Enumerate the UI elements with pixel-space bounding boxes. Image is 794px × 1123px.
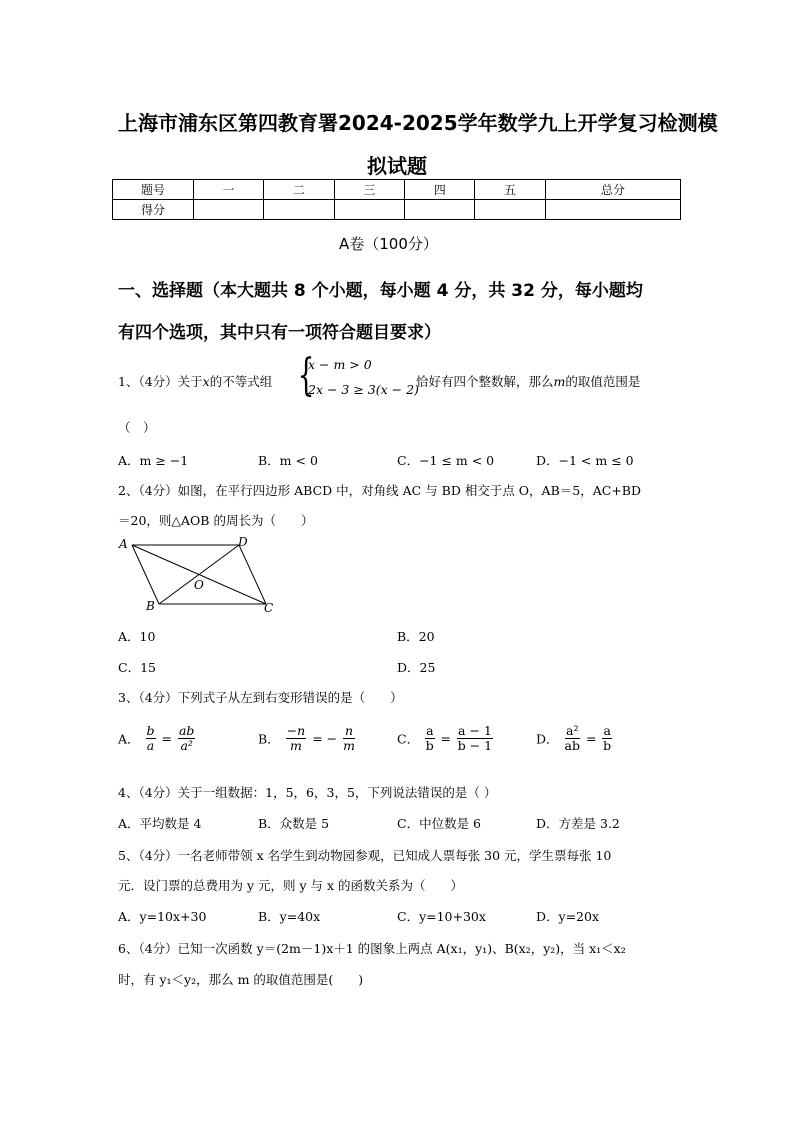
question-4-stem: 4、（4分）关于一组数据：1，5，6，3，5，下列说法错误的是（ ） xyxy=(118,785,497,800)
section-heading-line2: 有四个选项，其中只有一项符合题目要求） xyxy=(118,323,441,343)
q4-option-a[interactable]: A．平均数是 4 xyxy=(118,816,202,831)
q1-suffix1: 恰好有四个整数解，那么 xyxy=(416,374,554,389)
q3d-label: D． xyxy=(536,731,559,747)
q1-option-d[interactable]: D．−1 < m ≤ 0 xyxy=(536,453,634,468)
score-cell[interactable] xyxy=(194,200,264,220)
score-header-cell: 题号 xyxy=(113,180,194,200)
q5-option-c[interactable]: C．y=10+30x xyxy=(397,909,486,924)
parallelogram-figure xyxy=(116,534,286,616)
question-2-line1: 2、（4分）如图，在平行四边形 ABCD 中，对角线 AC 与 BD 相交于点 O，AB＝5，AC+BD xyxy=(118,483,641,498)
q3c-equals: = xyxy=(440,731,451,746)
score-header-cell: 总分 xyxy=(545,180,680,200)
question-1-stem xyxy=(118,372,272,390)
q1-option-c[interactable]: C．−1 ≤ m < 0 xyxy=(397,453,495,468)
frac-den: b xyxy=(603,738,612,753)
q5-option-a[interactable]: A．y=10x+30 xyxy=(118,909,207,924)
q3a-equals: = xyxy=(161,731,172,746)
question-3-stem: 3、（4分）下列式子从左到右变形错误的是（ ） xyxy=(118,690,403,705)
q1-option-a[interactable]: A．m ≥ −1 xyxy=(118,453,189,468)
q1-var-m: m xyxy=(553,374,566,389)
frac-num: −n xyxy=(286,723,306,738)
frac-num: a xyxy=(426,723,434,738)
q3-option-a[interactable] xyxy=(118,724,197,753)
q1-prefix: 1、（4分）关于 xyxy=(118,374,203,389)
q4-option-c[interactable]: C．中位数是 6 xyxy=(397,816,481,831)
score-header-cell: 三 xyxy=(334,180,404,200)
score-cell[interactable] xyxy=(264,200,334,220)
q1-inequality-1: x − m > 0 xyxy=(308,357,372,372)
q3-option-d[interactable] xyxy=(536,724,614,753)
q3c-label: C． xyxy=(397,731,420,747)
question-6-line1: 6、（4分）已知一次函数 y＝(2m－1)x＋1 的图象上两点 A(x₁，y₁)、B(x₂，y₂)，当 x₁＜x₂ xyxy=(118,941,626,956)
edge-ba xyxy=(132,545,159,604)
q3-option-b[interactable] xyxy=(258,724,357,753)
q1-system-brace: { xyxy=(297,350,315,401)
page-title-line1: 上海市浦东区第四教育署2024-2025学年数学九上开学复习检测模 xyxy=(118,111,718,135)
q3c-right-fraction xyxy=(457,724,493,753)
q3a-left-fraction xyxy=(146,724,156,753)
q3b-right-fraction xyxy=(343,724,355,753)
frac-den: b − 1 xyxy=(457,738,493,753)
score-table xyxy=(112,179,681,220)
label-d: D xyxy=(238,535,248,549)
label-c: C xyxy=(264,601,274,615)
q3b-left-fraction xyxy=(286,724,307,753)
label-o: O xyxy=(194,578,204,592)
q1-mid: 的不等式组 xyxy=(209,374,273,389)
edge-dc xyxy=(239,545,266,604)
page-title-line2: 拟试题 xyxy=(367,154,427,178)
score-cell[interactable] xyxy=(405,200,475,220)
q3c-left-fraction xyxy=(425,724,434,753)
q3b-label: B． xyxy=(258,731,280,747)
score-header-cell: 四 xyxy=(405,180,475,200)
q3-option-c[interactable] xyxy=(397,724,495,753)
q3a-label: A． xyxy=(118,731,140,747)
score-cell[interactable] xyxy=(334,200,404,220)
frac-den: b xyxy=(425,738,434,753)
frac-num: a − 1 xyxy=(457,723,492,738)
score-cell[interactable] xyxy=(545,200,680,220)
q2-option-c[interactable]: C．15 xyxy=(118,660,156,675)
q1-suffix2: 的取值范围是 xyxy=(565,374,641,389)
q2-option-d[interactable]: D．25 xyxy=(397,660,436,675)
q4-option-d[interactable]: D．方差是 3.2 xyxy=(536,816,620,831)
q5-option-d[interactable]: D．y=20x xyxy=(536,909,600,924)
frac-den: m xyxy=(290,738,302,753)
frac-den: a² xyxy=(180,738,193,753)
volume-heading: A卷（100分） xyxy=(339,235,438,253)
q3a-right-fraction xyxy=(178,724,195,753)
frac-den: m xyxy=(343,738,355,753)
score-row-label: 得分 xyxy=(113,200,194,220)
score-header-cell: 五 xyxy=(475,180,545,200)
score-header-cell: 二 xyxy=(264,180,334,200)
frac-num: ab xyxy=(178,723,195,738)
frac-den: ab xyxy=(564,738,580,753)
frac-num: a² xyxy=(566,723,579,738)
q1-var-x: x xyxy=(202,374,210,389)
q2-option-b[interactable]: B．20 xyxy=(397,629,435,644)
q3b-equals-minus: = − xyxy=(312,731,338,746)
question-6-line2: 时，有 y₁＜y₂，那么 m 的取值范围是( ) xyxy=(118,972,364,987)
label-b: B xyxy=(146,599,155,613)
q3d-right-fraction xyxy=(602,724,611,753)
q3d-left-fraction xyxy=(565,724,580,753)
frac-num: n xyxy=(344,723,354,738)
question-5-line1: 5、（4分）一名老师带领 x 名学生到动物园参观，已知成人票每张 30 元，学生票每张 10 xyxy=(118,848,612,863)
q2-option-a[interactable]: A．10 xyxy=(118,629,156,644)
score-table-score-row xyxy=(113,200,681,220)
score-table-header-row xyxy=(113,180,681,200)
question-5-line2: 元．设门票的总费用为 y 元，则 y 与 x 的函数关系为（ ） xyxy=(118,878,464,893)
score-cell[interactable] xyxy=(475,200,545,220)
q1-answer-paren: （ ） xyxy=(118,420,156,435)
q4-option-b[interactable]: B．众数是 5 xyxy=(258,816,330,831)
score-header-cell: 一 xyxy=(194,180,264,200)
frac-den: a xyxy=(146,738,155,753)
label-a: A xyxy=(119,537,128,551)
q1-inequality-2: 2x − 3 ≥ 3(x − 2) xyxy=(308,382,419,397)
question-1-stem-end xyxy=(416,372,640,390)
frac-num: a xyxy=(603,723,611,738)
q1-option-b[interactable]: B．m < 0 xyxy=(258,453,318,468)
q3d-equals: = xyxy=(585,731,597,746)
frac-num: b xyxy=(146,723,155,738)
q5-option-b[interactable]: B．y=40x xyxy=(258,909,321,924)
section-heading-line1: 一、选择题（本大题共 8 个小题，每小题 4 分，共 32 分，每小题均 xyxy=(118,281,643,301)
diagonal-bd xyxy=(159,545,239,604)
question-2-line2: ＝20，则△AOB 的周长为（ ） xyxy=(118,513,314,528)
